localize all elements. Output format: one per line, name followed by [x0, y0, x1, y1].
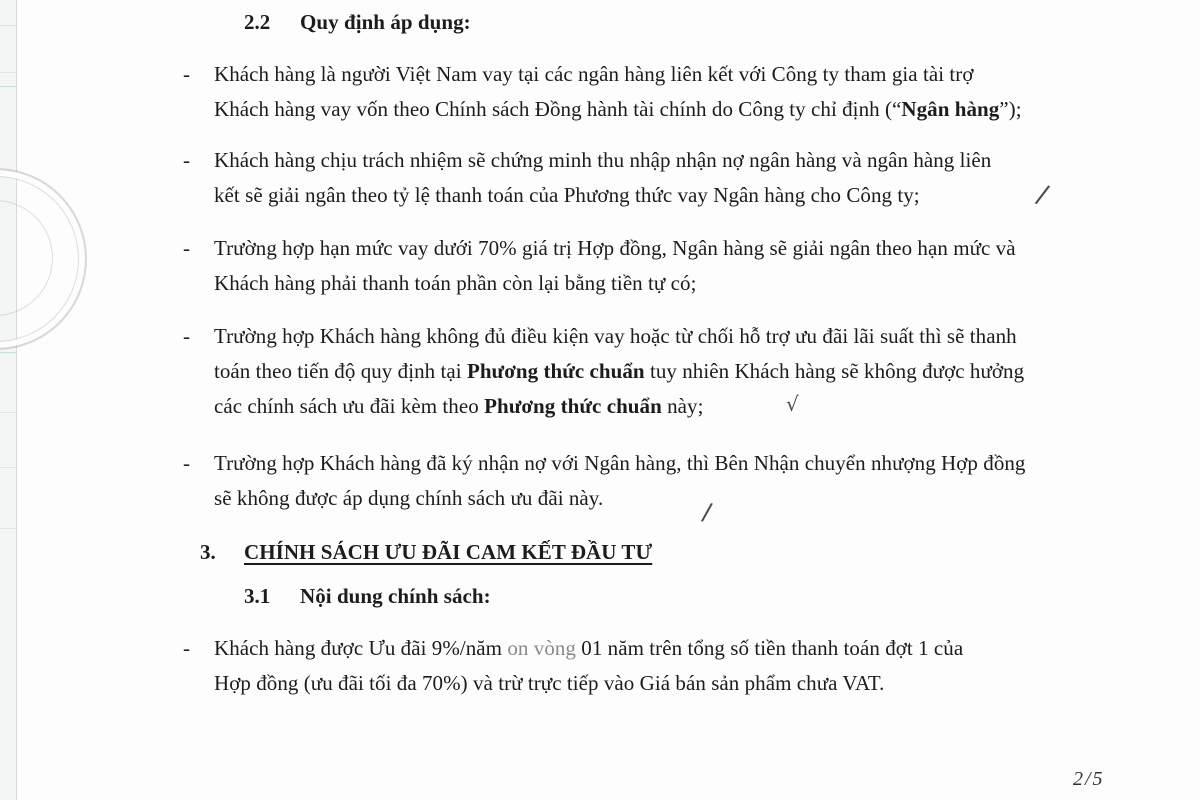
bullet-1-line-1: Khách hàng là người Việt Nam vay tại các ngân hàng liên kết với Công ty tham gia tài trợ [214, 62, 974, 86]
section-3-1-number: 3.1 [244, 584, 271, 608]
policy-bullet-line-1 [214, 636, 963, 661]
section-3-title: CHÍNH SÁCH ƯU ĐÃI CAM KẾT ĐẦU TƯ [244, 540, 653, 564]
bullet-5-line-1: Trường hợp Khách hàng đã ký nhận nợ với Ngân hàng, thì Bên Nhận chuyển nhượng Hợp đồng [214, 451, 1026, 475]
bullet-3-line-2: Khách hàng phải thanh toán phần còn lại bằng tiền tự có; [214, 271, 697, 295]
left-page-edge [0, 0, 17, 800]
text: tuy nhiên Khách hàng sẽ không được hưởng [644, 359, 1025, 383]
standard-method-term: Phương thức chuẩn [466, 359, 645, 383]
bullet-dash: - [183, 636, 190, 660]
bullet-2-line-1: Khách hàng chịu trách nhiệm sẽ chứng minh thu nhập nhận nợ ngân hàng và ngân hàng liên [214, 148, 992, 172]
company-stamp-seal [0, 168, 87, 350]
bullet-dash: - [183, 62, 190, 86]
smudged-text: on vòng [507, 636, 576, 660]
text: các chính sách ưu đãi kèm theo [214, 394, 485, 418]
handwritten-check-mark: √ [786, 392, 799, 416]
bullet-3-line-1: Trường hợp hạn mức vay dưới 70% giá trị Hợp đồng, Ngân hàng sẽ giải ngân theo hạn mức và [214, 236, 1016, 260]
section-3-number: 3. [200, 540, 216, 564]
bullet-dash: - [183, 236, 190, 260]
text: 01 năm trên tổng số tiền thanh toán đợt 1 của [575, 636, 964, 660]
text: toán theo tiến độ quy định tại [214, 359, 467, 383]
bullet-5-line-2: sẽ không được áp dụng chính sách ưu đãi này. [214, 486, 604, 510]
bullet-dash: - [183, 148, 190, 172]
text: ”); [999, 97, 1022, 121]
policy-bullet-line-2: Hợp đồng (ưu đãi tối đa 70%) và trừ trực tiếp vào Giá bán sản phẩm chưa VAT. [214, 671, 885, 695]
bullet-2-line-2: kết sẽ giải ngân theo tỷ lệ thanh toán của Phương thức vay Ngân hàng cho Công ty; [214, 183, 920, 207]
standard-method-term: Phương thức chuẩn [484, 394, 662, 418]
handwritten-check-mark: / [700, 497, 714, 527]
bullet-4-line-1: Trường hợp Khách hàng không đủ điều kiện vay hoặc từ chối hỗ trợ ưu đãi lãi suất thì sẽ thanh [214, 324, 1017, 348]
bullet-1-line-2 [214, 97, 1022, 122]
bullet-4-line-2 [214, 359, 1024, 384]
bullet-dash: - [183, 451, 190, 475]
text: Khách hàng được Ưu đãi 9%/năm [214, 636, 508, 660]
page-number: 2/5 [1073, 768, 1105, 790]
bullet-dash: - [183, 324, 190, 348]
handwritten-check-mark: / [1033, 179, 1052, 211]
text: này; [661, 394, 704, 418]
section-2-2-title: Quy định áp dụng: [300, 10, 471, 34]
bullet-4-line-3 [214, 394, 703, 419]
text: Khách hàng vay vốn theo Chính sách Đồng hành tài chính do Công ty chỉ định (“ [214, 97, 902, 121]
section-2-2-number: 2.2 [244, 10, 271, 34]
section-3-1-title: Nội dung chính sách: [300, 584, 491, 608]
bank-term: Ngân hàng [901, 97, 1000, 121]
